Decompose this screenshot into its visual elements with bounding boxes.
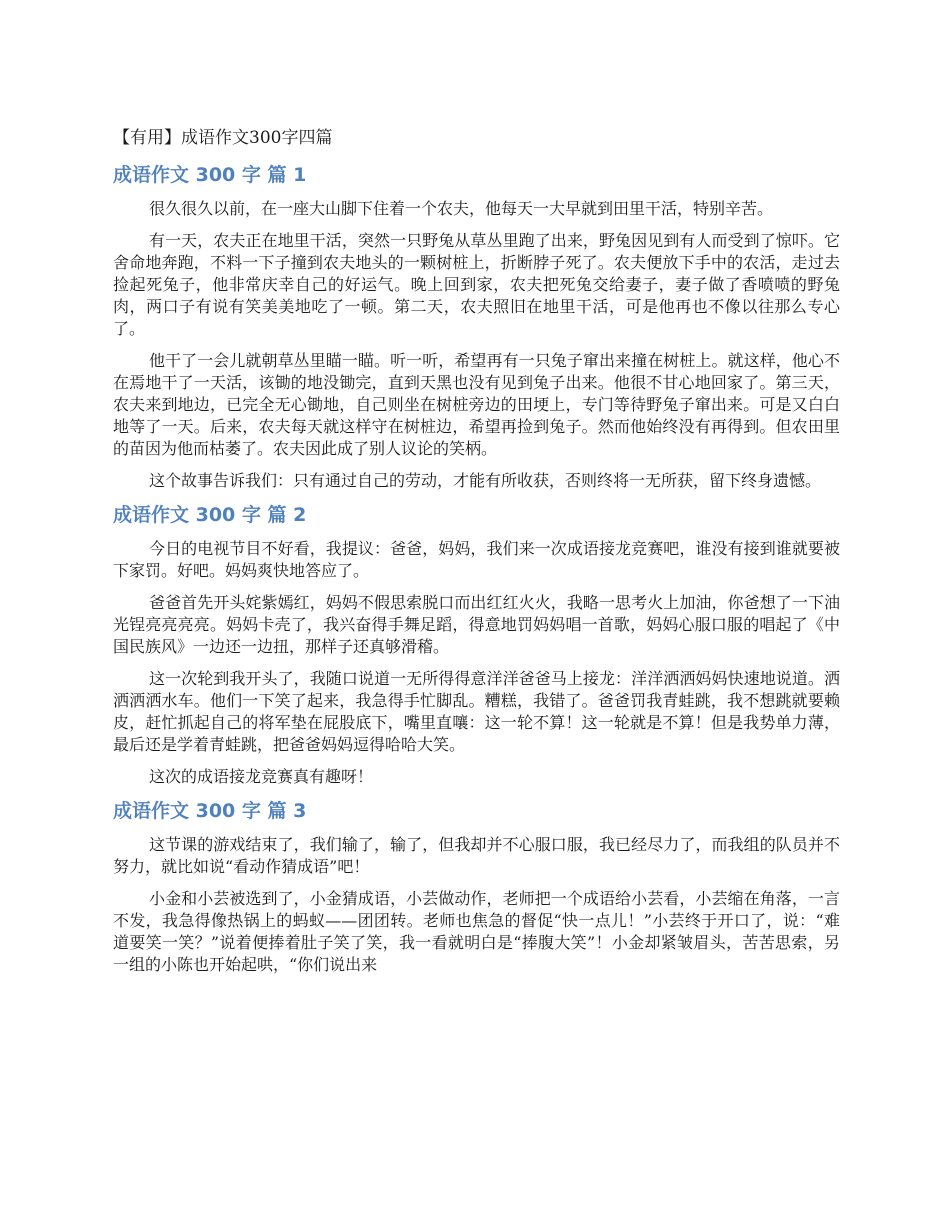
paragraph: 这节课的游戏结束了，我们输了，输了，但我却并不心服口服，我已经尽力了，而我组的队员并不努力，就比如说“看动作猜成语”吧！ (113, 835, 840, 876)
section-1 (113, 162, 840, 492)
paragraph: 这个故事告诉我们：只有通过自己的劳动，才能有所收获，否则终将一无所获，留下终身遗憾。 (149, 471, 822, 490)
document-page (113, 126, 840, 986)
paragraph: 有一天，农夫正在地里干活，突然一只野兔从草丛里跑了出来，野兔因见到有人而受到了惊吓。它舍命地奔跑，不料一下子撞到农夫地头的一颗树桩上，折断脖子死了。农夫便放下手中的农活，走过去捡起死兔子，他非常庆幸自己的好运气。晚上回到家，农夫把死兔交给妻子，妻子做了香喷喷的野兔肉，两口子有说有笑美美地吃了一顿。第二天，农夫照旧在地里干活，可是他再也不像以往那么专心了。 (113, 231, 840, 338)
paragraph: 小金和小芸被选到了，小金猜成语，小芸做动作，老师把一个成语给小芸看，小芸缩在角落，一言不发，我急得像热锅上的蚂蚁——团团转。老师也焦急的督促“快一点儿！”小芸终于开口了，说：“难道要笑一笑？”说着便捧着肚子笑了笑，我一看就明白是“捧腹大笑”！小金却紧皱眉头，苦苦思索，另一组的小陈也开始起哄，“你们说出来 (113, 889, 840, 974)
section-heading: 成语作文 300 字 篇 3 (113, 800, 307, 822)
section-heading: 成语作文 300 字 篇 2 (113, 504, 307, 526)
paragraph: 很久很久以前，在一座大山脚下住着一个农夫，他每天一大早就到田里干活，特别辛苦。 (149, 199, 774, 218)
section-heading: 成语作文 300 字 篇 1 (113, 164, 307, 186)
paragraph: 今日的电视节目不好看，我提议：爸爸，妈妈，我们来一次成语接龙竞赛吧，谁没有接到谁就要被下家罚。好吧。妈妈爽快地答应了。 (113, 539, 840, 580)
paragraph: 爸爸首先开头姹紫嫣红，妈妈不假思索脱口而出红红火火，我略一思考火上加油，你爸想了一下油光锃亮亮亮亮。妈妈卡壳了，我兴奋得手舞足蹈，得意地罚妈妈唱一首歌，妈妈心服口服的唱起了《中国民族风》一边还一边扭，那样子还真够滑稽。 (113, 593, 840, 656)
section-2 (113, 502, 840, 788)
paragraph: 这一次轮到我开头了，我随口说道一无所得得意洋洋爸爸马上接龙：洋洋洒洒妈妈快速地说道。洒洒洒洒水车。他们一下笑了起来，我急得手忙脚乱。糟糕，我错了。爸爸罚我青蛙跳，我不想跳就要赖皮，赶忙抓起自己的将军垫在屁股底下，嘴里直嚷：这一轮不算！这一轮就是不算！但是我势单力薄，最后还是学着青蛙跳，把爸爸妈妈逗得哈哈大笑。 (113, 669, 840, 754)
paragraph: 他干了一会儿就朝草丛里瞄一瞄。听一听，希望再有一只兔子窜出来撞在树桩上。就这样，他心不在焉地干了一天活，该锄的地没锄完，直到天黑也没有见到兔子出来。他很不甘心地回家了。第三天，农夫来到地边，已完全无心锄地，自己则坐在树桩旁边的田埂上，专门等待野兔子窜出来。可是又白白地等了一天。后来，农夫每天就这样守在树桩边，希望再捡到兔子。然而他始终没有再得到。但农田里的苗因为他而枯萎了。农夫因此成了别人议论的笑柄。 (113, 351, 840, 458)
section-3 (113, 798, 840, 976)
paragraph: 这次的成语接龙竞赛真有趣呀！ (149, 767, 374, 786)
document-title: 【有用】成语作文300字四篇 (113, 128, 333, 148)
